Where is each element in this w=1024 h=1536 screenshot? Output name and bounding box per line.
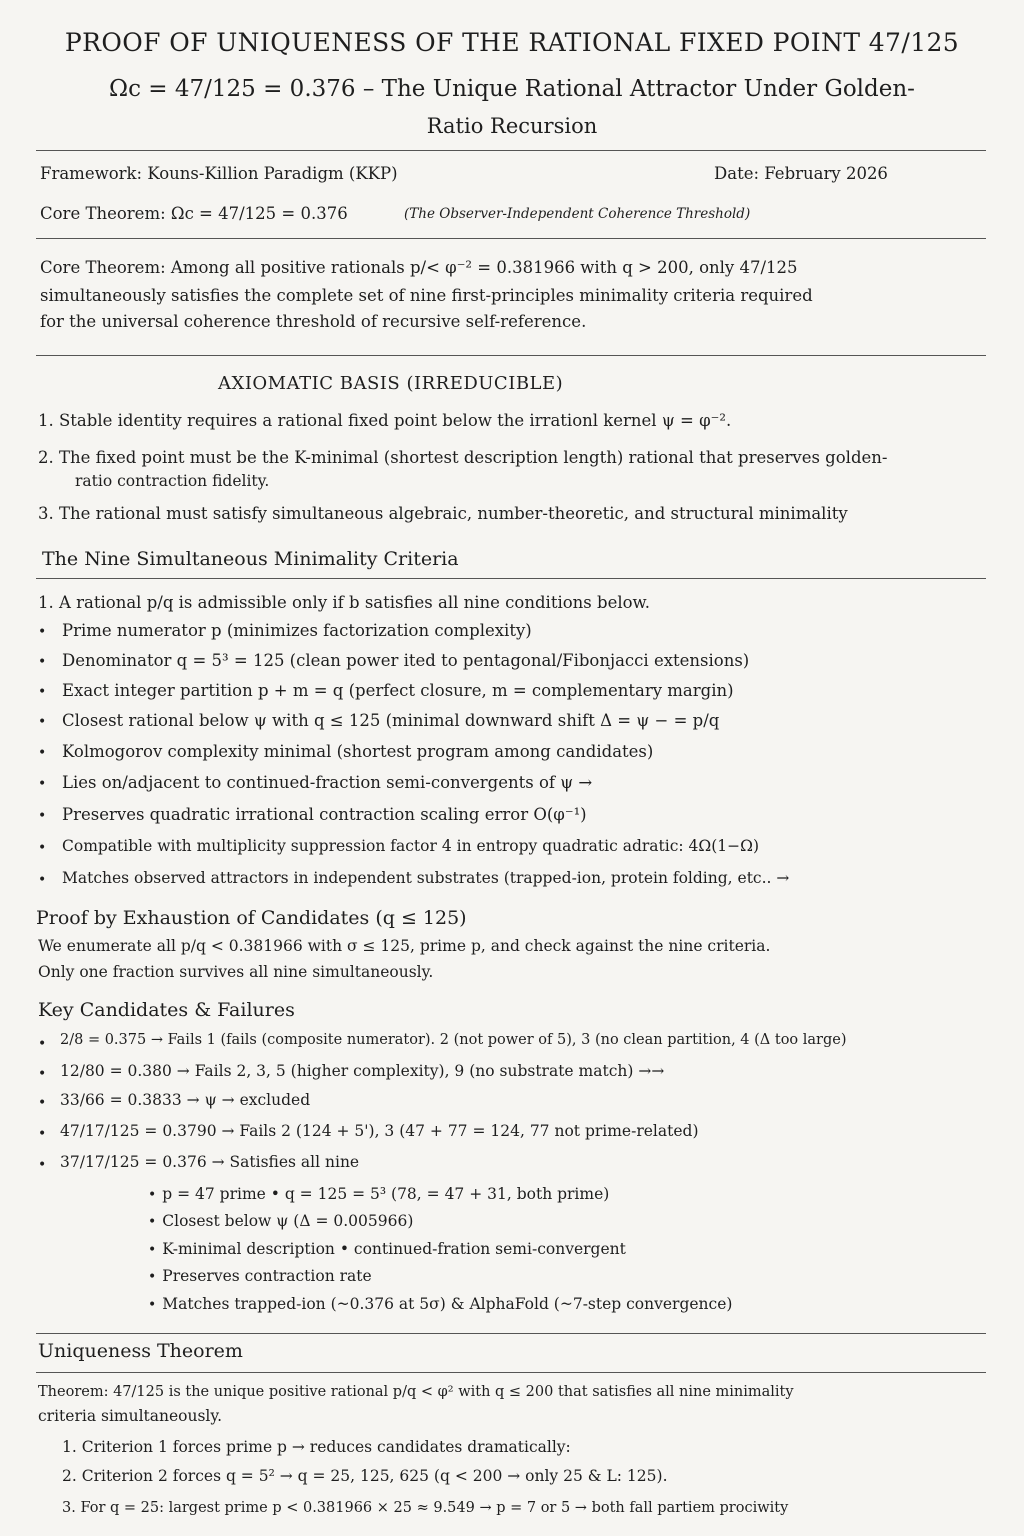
exhaustion-line-2: Only one fraction survives all nine simultaneously. bbox=[38, 963, 434, 981]
candidate-sub-1 bbox=[148, 1185, 609, 1203]
candidate-sub-4-text: Preserves contraction rate bbox=[162, 1267, 372, 1285]
divider bbox=[36, 1333, 986, 1334]
candidate-sub-3-text: K-minimal description • continued-fration semi-convergent bbox=[162, 1240, 626, 1258]
criterion-7: Preserves quadratic irrational contraction scaling error O(φ⁻¹) bbox=[62, 805, 587, 824]
criterion-5: Kolmogorov complexity minimal (shortest program among candidates) bbox=[62, 742, 654, 761]
criterion-6: Lies on/adjacent to continued-fraction semi-convergents of ψ → bbox=[62, 773, 593, 792]
bullet: • bbox=[148, 1269, 157, 1285]
bullet: • bbox=[38, 654, 47, 670]
candidate-sub-4 bbox=[148, 1267, 372, 1285]
criterion-1: Prime numerator p (minimizes factorization complexity) bbox=[62, 621, 532, 640]
bullet: • bbox=[148, 1187, 157, 1203]
framework-label: Framework: Kouns-Killion Paradigm (KKP) bbox=[40, 164, 398, 183]
uniqueness-step-2: 2. Criterion 2 forces q = 5² → q = 25, 125, 625 (q < 200 → only 25 & L: 125). bbox=[62, 1467, 668, 1485]
core-theorem-note: (The Observer-Independent Coherence Threshold) bbox=[404, 206, 751, 222]
criteria-heading: The Nine Simultaneous Minimality Criteria bbox=[42, 548, 459, 570]
candidate-sub-2 bbox=[148, 1212, 413, 1230]
candidate-sub-5-text: Matches trapped-ion (~0.376 at 5σ) & AlphaFold (~7-step convergence) bbox=[162, 1295, 733, 1313]
criterion-2: Denominator q = 5³ = 125 (clean power ited to pentagonal/Fibonjacci extensions) bbox=[62, 651, 750, 670]
criterion-8: Compatible with multiplicity suppression factor 4 in entropy quadratic adratic: 4Ω(1−Ω) bbox=[62, 837, 760, 855]
bullet: • bbox=[38, 872, 47, 888]
exhaustion-line-1: We enumerate all p/q < 0.381966 with σ ≤ 125, prime p, and check against the nine criteria. bbox=[38, 937, 771, 955]
axiom-2: 2. The fixed point must be the K-minimal (shortest description length) rational that preserves golden- bbox=[38, 448, 888, 467]
divider bbox=[36, 578, 986, 579]
bullet: • bbox=[148, 1297, 157, 1313]
uniqueness-heading: Uniqueness Theorem bbox=[38, 1340, 243, 1362]
abstract-line-3: for the universal coherence threshold of recursive self-reference. bbox=[40, 312, 587, 331]
candidates-heading: Key Candidates & Failures bbox=[38, 999, 295, 1021]
uniqueness-step-3: 3. For q = 25: largest prime p < 0.381966 × 25 ≈ 9.549 → p = 7 or 5 → both fall partiem prociwity bbox=[62, 1500, 789, 1516]
candidate-5: 37/17/125 = 0.376 → Satisfies all nine bbox=[60, 1153, 360, 1171]
theorem-line-1: Theorem: 47/125 is the unique positive rational p/q < φ² with q ≤ 200 that satisfies all nine minimality bbox=[38, 1384, 794, 1400]
theorem-line-2: criteria simultaneously. bbox=[38, 1407, 223, 1425]
criterion-9: Matches observed attractors in independent substrates (trapped-ion, protein folding, etc.. → bbox=[62, 869, 790, 887]
bullet: • bbox=[38, 745, 47, 761]
bullet: • bbox=[38, 624, 47, 640]
exhaustion-heading: Proof by Exhaustion of Candidates (q ≤ 125) bbox=[36, 907, 467, 929]
bullet: • bbox=[38, 1066, 47, 1082]
criteria-intro: 1. A rational p/q is admissible only if b satisfies all nine conditions below. bbox=[38, 593, 650, 612]
bullet: • bbox=[148, 1214, 157, 1230]
candidate-3: 33/66 = 0.3833 → ψ → excluded bbox=[60, 1091, 311, 1109]
bullet: • bbox=[38, 684, 47, 700]
bullet: • bbox=[38, 1157, 47, 1173]
bullet: • bbox=[38, 776, 47, 792]
candidate-sub-1-text: p = 47 prime • q = 125 = 5³ (78, = 47 + 31, both prime) bbox=[162, 1185, 610, 1203]
divider bbox=[36, 355, 986, 356]
axiom-1: 1. Stable identity requires a rational fixed point below the irrationl kernel ψ = φ⁻². bbox=[38, 411, 732, 430]
subtitle-line-1: Ωc = 47/125 = 0.376 – The Unique Rational Attractor Under Golden- bbox=[109, 76, 915, 102]
divider bbox=[36, 238, 986, 239]
criterion-4: Closest rational below ψ with q ≤ 125 (minimal downward shift Δ = ψ − = p/q bbox=[62, 711, 720, 730]
core-theorem-label: Core Theorem: Ωc = 47/125 = 0.376 bbox=[40, 204, 348, 223]
axiom-2-cont: ratio contraction fidelity. bbox=[75, 472, 270, 490]
uniqueness-step-1: 1. Criterion 1 forces prime p → reduces candidates dramatically: bbox=[62, 1438, 571, 1456]
bullet: • bbox=[38, 1095, 47, 1111]
bullet: • bbox=[38, 1126, 47, 1142]
bullet: • bbox=[38, 1036, 47, 1052]
candidate-4: 47/17/125 = 0.3790 → Fails 2 (124 + 5'), 3 (47 + 77 = 124, 77 not prime-related) bbox=[60, 1122, 699, 1140]
divider bbox=[36, 1372, 986, 1373]
candidate-sub-3 bbox=[148, 1240, 626, 1258]
bullet: • bbox=[38, 840, 47, 856]
bullet: • bbox=[38, 714, 47, 730]
abstract-line-1: Core Theorem: Among all positive rationals p/< φ⁻² = 0.381966 with q > 200, only 47/125 bbox=[40, 258, 798, 277]
candidate-sub-5 bbox=[148, 1295, 732, 1313]
subtitle-line-2: Ratio Recursion bbox=[426, 114, 598, 138]
candidate-1: 2/8 = 0.375 → Fails 1 (fails (composite numerator). 2 (not power of 5), 3 (no clean partition, 4 (Δ too large) bbox=[60, 1032, 847, 1048]
candidate-2: 12/80 = 0.380 → Fails 2, 3, 5 (higher complexity), 9 (no substrate match) →→ bbox=[60, 1062, 665, 1080]
divider bbox=[36, 150, 986, 151]
date-label: Date: February 2026 bbox=[714, 164, 888, 183]
bullet: • bbox=[38, 808, 47, 824]
bullet: • bbox=[148, 1242, 157, 1258]
axiom-3: 3. The rational must satisfy simultaneous algebraic, number-theoretic, and structural minimality bbox=[38, 504, 848, 523]
criterion-3: Exact integer partition p + m = q (perfect closure, m = complementary margin) bbox=[62, 681, 734, 700]
axioms-heading: AXIOMATIC BASIS (IRREDUCIBLE) bbox=[218, 373, 564, 394]
document-title: PROOF OF UNIQUENESS OF THE RATIONAL FIXED POINT 47/125 bbox=[64, 28, 960, 57]
candidate-sub-2-text: Closest below ψ (Δ = 0.005966) bbox=[162, 1212, 414, 1230]
abstract-line-2: simultaneously satisfies the complete set of nine first-principles minimality criteria required bbox=[40, 286, 813, 305]
